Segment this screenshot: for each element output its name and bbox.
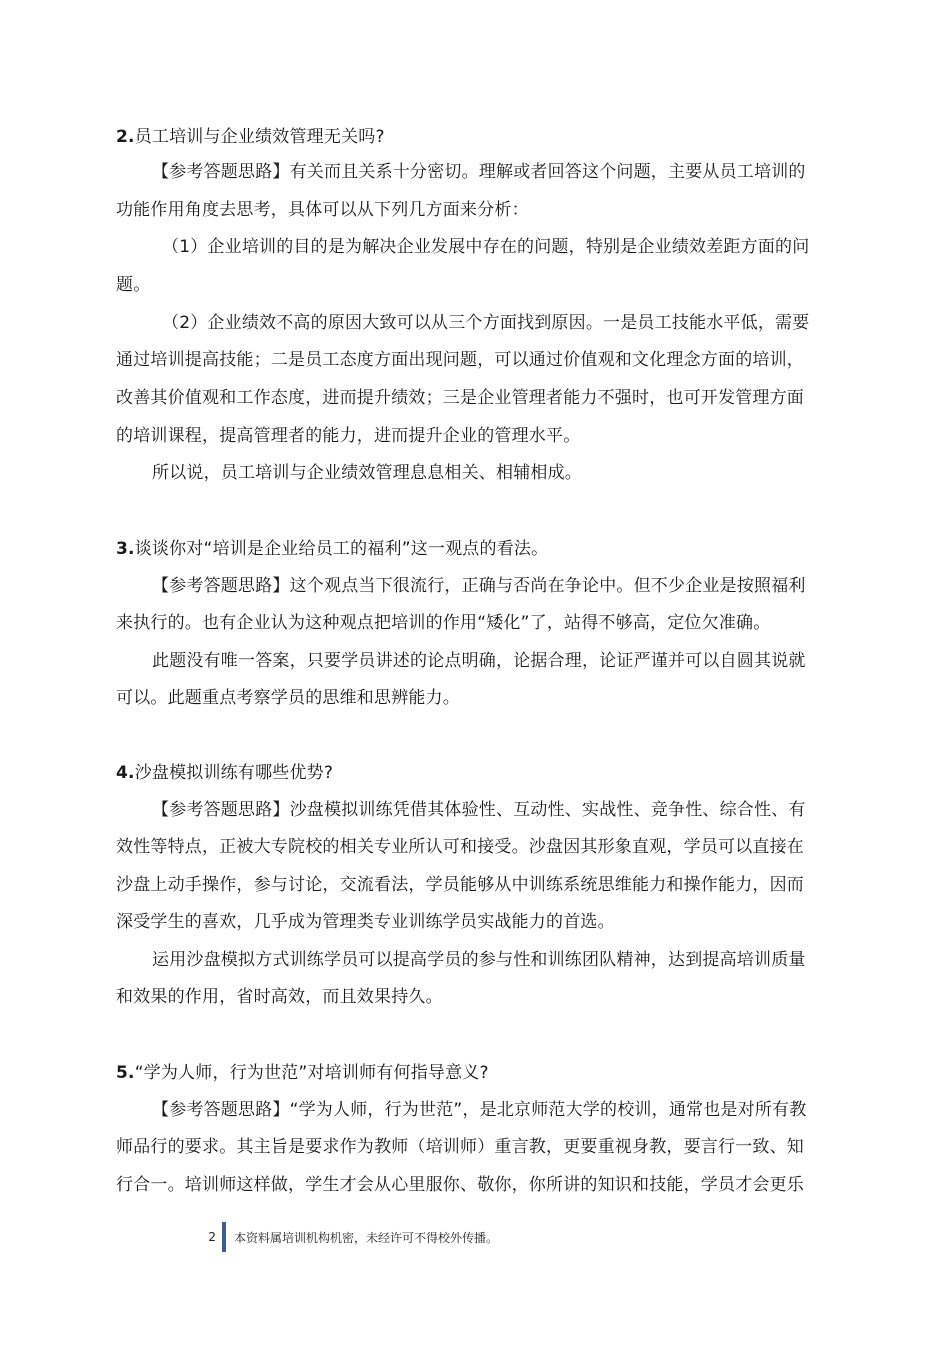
question-heading xyxy=(116,1062,489,1084)
paragraph-line: 可以。此题重点考察学员的思维和思辨能力。 xyxy=(116,688,460,708)
page-number: 2 xyxy=(208,1230,216,1244)
question-heading xyxy=(116,538,548,560)
confidentiality-notice: 本资料属培训机构机密，未经许可不得校外传播。 xyxy=(234,1230,499,1245)
paragraph-line: 【参考答题思路】有关而且关系十分密切。理解或者回答这个问题，主要从员工培训的 xyxy=(152,162,806,182)
paragraph-line: 题。 xyxy=(116,275,151,295)
paragraph-line: 来执行的。也有企业认为这种观点把培训的作用“矮化”了，站得不够高，定位欠准确。 xyxy=(116,613,771,633)
paragraph-line: 的培训课程，提高管理者的能力，进而提升企业的管理水平。 xyxy=(116,426,581,446)
paragraph-line: 此题没有唯一答案，只要学员讲述的论点明确，论据合理，论证严谨并可以自圆其说就 xyxy=(152,651,806,671)
paragraph-line: 效性等特点，正被大专院校的相关专业所认可和接受。沙盘因其形象直观，学员可以直接在 xyxy=(116,837,804,857)
paragraph-line: 运用沙盘模拟方式训练学员可以提高学员的参与性和训练团队精神，达到提高培训质量 xyxy=(152,950,806,970)
question-number: 5. xyxy=(116,1063,135,1083)
paragraph-line: 行合一。培训师这样做，学生才会从心里服你、敬你，你所讲的知识和技能，学员才会更乐 xyxy=(116,1175,804,1195)
question-title: 谈谈你对“培训是企业给员工的福利”这一观点的看法。 xyxy=(134,539,549,559)
paragraph-line: 师品行的要求。其主旨是要求作为教师（培训师）重言教，更要重视身教，要言行一致、知 xyxy=(116,1137,804,1157)
question-heading xyxy=(116,126,385,148)
question-number: 2. xyxy=(116,127,135,147)
paragraph-line: 功能作用角度去思考，具体可以从下列几方面来分析： xyxy=(116,200,529,220)
footer-divider xyxy=(222,1222,226,1252)
paragraph-line: 【参考答题思路】沙盘模拟训练凭借其体验性、互动性、实战性、竞争性、综合性、有 xyxy=(152,800,806,820)
paragraph-line: （1）企业培训的目的是为解决企业发展中存在的问题，特别是企业绩效差距方面的问 xyxy=(162,237,810,257)
page-footer xyxy=(200,1222,498,1252)
paragraph-line: 和效果的作用，省时高效，而且效果持久。 xyxy=(116,987,443,1007)
paragraph-line: 【参考答题思路】“学为人师，行为世范”，是北京师范大学的校训，通常也是对所有教 xyxy=(152,1100,807,1120)
paragraph-line: 深受学生的喜欢，几乎成为管理类专业训练学员实战能力的首选。 xyxy=(116,912,615,932)
question-title: “学为人师，行为世范”对培训师有何指导意义? xyxy=(134,1063,489,1083)
question-number: 3. xyxy=(116,539,135,559)
paragraph-line: 沙盘上动手操作，参与讨论，交流看法，学员能够从中训练系统思维能力和操作能力，因而 xyxy=(116,875,804,895)
question-title: 沙盘模拟训练有哪些优势? xyxy=(134,763,334,783)
question-number: 4. xyxy=(116,763,135,783)
paragraph-line: 所以说，员工培训与企业绩效管理息息相关、相辅相成。 xyxy=(152,463,582,483)
paragraph-line: （2）企业绩效不高的原因大致可以从三个方面找到原因。一是员工技能水平低，需要 xyxy=(162,313,810,333)
paragraph-line: 通过培训提高技能；二是员工态度方面出现问题，可以通过价值观和文化理念方面的培训， xyxy=(116,350,804,370)
question-heading xyxy=(116,762,333,784)
paragraph-line: 【参考答题思路】这个观点当下很流行，正确与否尚在争论中。但不少企业是按照福利 xyxy=(152,576,806,596)
question-title: 员工培训与企业绩效管理无关吗? xyxy=(134,127,385,147)
paragraph-line: 改善其价值观和工作态度，进而提升绩效；三是企业管理者能力不强时，也可开发管理方面 xyxy=(116,388,804,408)
